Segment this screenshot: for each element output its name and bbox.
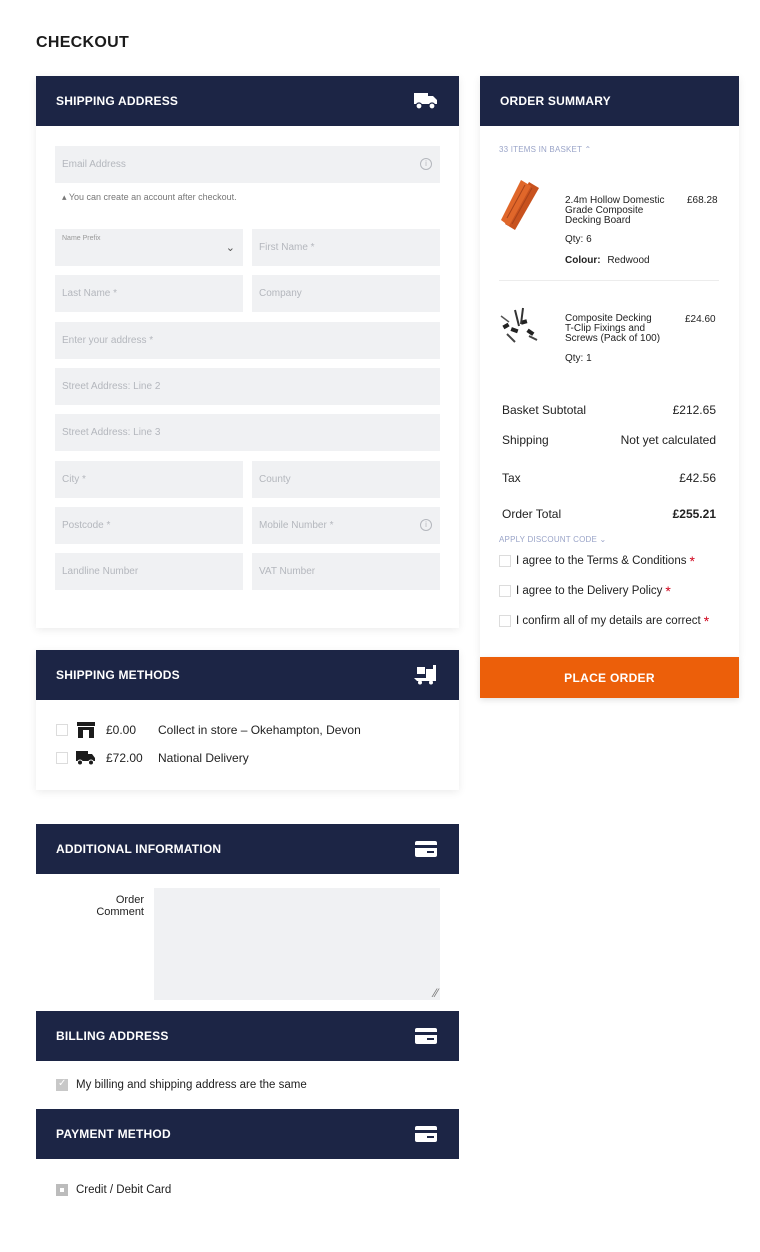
vat-field[interactable] bbox=[252, 553, 440, 590]
address-placeholder: Enter your address * bbox=[62, 335, 154, 346]
agree-delivery-checkbox[interactable] bbox=[499, 585, 511, 597]
shipping-methods-panel bbox=[36, 650, 459, 790]
additional-info-title: ADDITIONAL INFORMATION bbox=[56, 842, 222, 856]
dolly-icon bbox=[413, 664, 439, 686]
postcode-field[interactable] bbox=[55, 507, 243, 544]
product-colour-value: Redwood bbox=[607, 255, 650, 266]
city-field[interactable] bbox=[55, 461, 243, 498]
product-name-line: 2.4m Hollow Domestic bbox=[565, 195, 665, 206]
resize-handle-icon[interactable]: ⁄⁄ bbox=[433, 986, 438, 1000]
tax-value: £42.56 bbox=[679, 471, 716, 485]
last-name-placeholder: Last Name * bbox=[62, 288, 118, 299]
basket-subtotal-label: Basket Subtotal bbox=[502, 403, 587, 417]
product-name-line: Composite Decking bbox=[565, 313, 652, 324]
product-price: £68.28 bbox=[687, 195, 718, 206]
shipping-option-national[interactable] bbox=[56, 750, 249, 766]
confirm-details-row[interactable] bbox=[499, 613, 709, 629]
shipping-value: Not yet calculated bbox=[620, 433, 716, 447]
order-comment-label-line: Order bbox=[115, 894, 144, 906]
shipping-option-collect[interactable] bbox=[56, 722, 361, 738]
product-qty: Qty: 1 bbox=[565, 353, 592, 364]
product-image-decking-board bbox=[501, 180, 541, 232]
info-icon[interactable]: i bbox=[420, 158, 432, 170]
additional-info-panel bbox=[36, 824, 459, 1216]
payment-method-title: PAYMENT METHOD bbox=[56, 1127, 171, 1141]
shipping-methods-header bbox=[36, 650, 459, 700]
order-comment-label bbox=[56, 894, 144, 918]
confirm-details-label: I confirm all of my details are correct bbox=[516, 615, 701, 627]
agree-terms-row[interactable] bbox=[499, 553, 695, 569]
product-name-line: Decking Board bbox=[565, 215, 631, 226]
agree-terms-label: I agree to the Terms & Conditions bbox=[516, 555, 687, 567]
place-order-button[interactable]: PLACE ORDER bbox=[480, 657, 739, 698]
agree-delivery-label: I agree to the Delivery Policy bbox=[516, 585, 663, 597]
required-mark: * bbox=[689, 553, 695, 569]
landline-field[interactable] bbox=[55, 553, 243, 590]
product-name-line: T-Clip Fixings and bbox=[565, 323, 646, 334]
required-mark: * bbox=[665, 583, 671, 599]
name-prefix-select[interactable] bbox=[55, 229, 243, 266]
order-total-value: £255.21 bbox=[672, 507, 716, 521]
billing-same-checkbox[interactable] bbox=[56, 1079, 68, 1091]
payment-method-header bbox=[36, 1109, 459, 1159]
shipping-methods-title: SHIPPING METHODS bbox=[56, 668, 180, 682]
confirm-details-checkbox[interactable] bbox=[499, 615, 511, 627]
shipping-option-price: £0.00 bbox=[106, 723, 137, 737]
shipping-label: Shipping bbox=[502, 433, 549, 447]
city-placeholder: City * bbox=[62, 474, 86, 485]
billing-same-row[interactable] bbox=[56, 1079, 307, 1091]
chevron-down-icon: ⌄ bbox=[225, 242, 235, 254]
order-summary-header bbox=[480, 76, 739, 126]
last-name-field[interactable] bbox=[55, 275, 243, 312]
divider bbox=[499, 280, 719, 281]
account-note: ▴ You can create an account after checkout. bbox=[62, 192, 237, 202]
items-in-basket-toggle[interactable]: 33 ITEMS IN BASKET ⌃ bbox=[499, 145, 592, 154]
shipping-option-label: National Delivery bbox=[158, 751, 249, 765]
truck-icon bbox=[76, 750, 96, 766]
landline-placeholder: Landline Number bbox=[62, 566, 139, 577]
shipping-option-price: £72.00 bbox=[106, 751, 143, 765]
product-colour bbox=[565, 255, 650, 266]
store-icon bbox=[76, 722, 96, 738]
required-mark: * bbox=[703, 613, 710, 629]
agree-terms-checkbox[interactable] bbox=[499, 555, 511, 567]
address-field[interactable] bbox=[55, 322, 440, 359]
shipping-address-panel bbox=[36, 76, 459, 628]
street-line-3-field[interactable] bbox=[55, 414, 440, 451]
street-line-2-field[interactable] bbox=[55, 368, 440, 405]
additional-info-header bbox=[36, 824, 459, 874]
card-icon bbox=[413, 838, 439, 860]
email-field[interactable] bbox=[55, 146, 440, 183]
first-name-placeholder: First Name * bbox=[259, 242, 315, 253]
product-name bbox=[565, 314, 660, 344]
company-field[interactable] bbox=[252, 275, 440, 312]
order-summary-title: ORDER SUMMARY bbox=[500, 94, 611, 108]
county-placeholder: County bbox=[259, 474, 291, 485]
first-name-field[interactable] bbox=[252, 229, 440, 266]
agree-delivery-row[interactable] bbox=[499, 583, 671, 599]
payment-option-card[interactable] bbox=[56, 1184, 171, 1196]
shipping-row bbox=[502, 433, 716, 447]
payment-option-radio[interactable] bbox=[56, 1184, 68, 1196]
billing-same-label: My billing and shipping address are the same bbox=[76, 1079, 307, 1091]
basket-subtotal-value: £212.65 bbox=[672, 403, 716, 417]
shipping-address-header bbox=[36, 76, 459, 126]
shipping-address-title: SHIPPING ADDRESS bbox=[56, 94, 179, 108]
product-qty: Qty: 6 bbox=[565, 234, 592, 245]
street-line-3-placeholder: Street Address: Line 3 bbox=[62, 427, 161, 438]
order-comment-textarea[interactable] bbox=[154, 888, 440, 1000]
name-prefix-label: Name Prefix bbox=[62, 235, 101, 242]
tax-row bbox=[502, 471, 716, 485]
order-total-row bbox=[502, 507, 716, 521]
shipping-option-label: Collect in store – Okehampton, Devon bbox=[158, 723, 361, 737]
page-title: CHECKOUT bbox=[36, 34, 130, 51]
order-summary-panel bbox=[480, 76, 739, 657]
card-icon bbox=[413, 1123, 439, 1145]
basket-subtotal-row bbox=[502, 403, 716, 417]
shipping-option-checkbox[interactable] bbox=[56, 752, 68, 764]
company-placeholder: Company bbox=[259, 288, 302, 299]
truck-icon bbox=[413, 90, 439, 112]
product-name-line: Grade Composite bbox=[565, 205, 644, 216]
payment-option-label: Credit / Debit Card bbox=[76, 1184, 172, 1196]
shipping-option-checkbox[interactable] bbox=[56, 724, 68, 736]
product-name-line: Screws (Pack of 100) bbox=[565, 333, 661, 344]
billing-address-title: BILLING ADDRESS bbox=[56, 1029, 169, 1043]
order-total-label: Order Total bbox=[502, 507, 562, 521]
tax-label: Tax bbox=[502, 471, 521, 485]
county-field[interactable] bbox=[252, 461, 440, 498]
vat-placeholder: VAT Number bbox=[259, 566, 316, 577]
billing-address-header bbox=[36, 1011, 459, 1061]
postcode-placeholder: Postcode * bbox=[62, 520, 111, 531]
email-placeholder: Email Address bbox=[62, 159, 126, 170]
order-comment-label-line: Comment bbox=[96, 906, 144, 918]
apply-discount-toggle[interactable]: APPLY DISCOUNT CODE ⌄ bbox=[499, 535, 607, 544]
street-line-2-placeholder: Street Address: Line 2 bbox=[62, 381, 161, 392]
product-price: £24.60 bbox=[685, 314, 716, 325]
card-icon bbox=[413, 1025, 439, 1047]
product-colour-label: Colour: bbox=[565, 255, 601, 266]
product-image-fixings bbox=[499, 306, 541, 346]
mobile-placeholder: Mobile Number * bbox=[259, 520, 334, 531]
product-name bbox=[565, 196, 664, 226]
mobile-field[interactable] bbox=[252, 507, 440, 544]
info-icon[interactable]: i bbox=[420, 519, 432, 531]
